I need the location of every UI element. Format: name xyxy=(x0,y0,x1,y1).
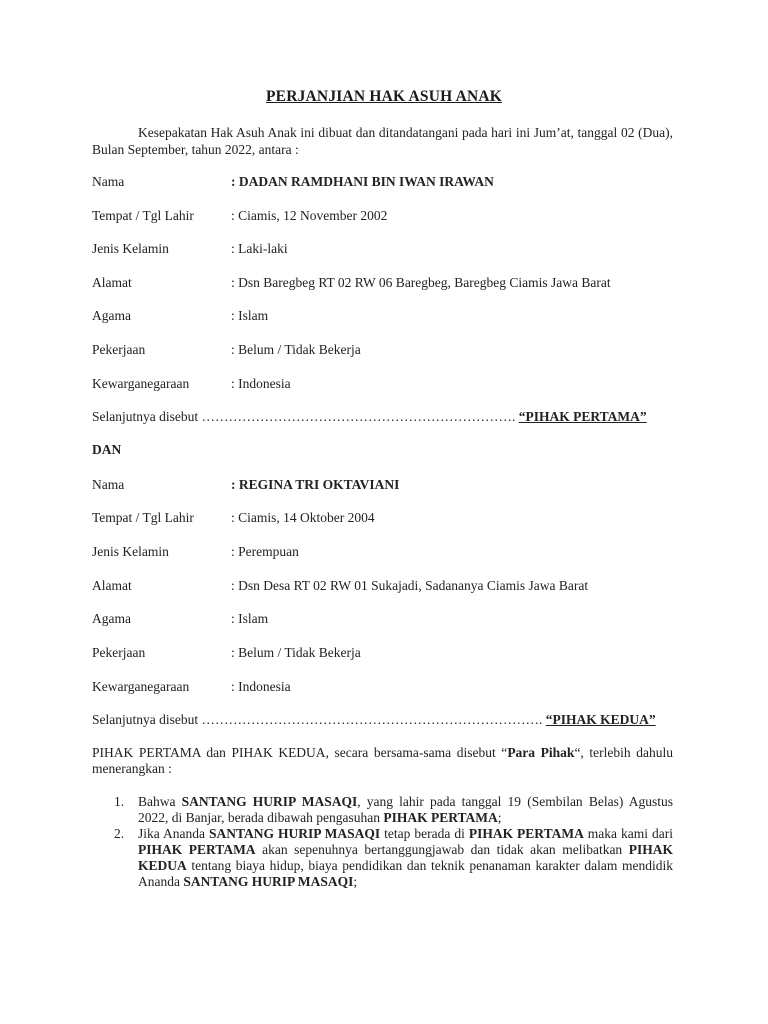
list-bold: SANTANG HURIP MASAQI xyxy=(183,874,354,889)
party1-alamat-row xyxy=(92,274,692,292)
party1-jk-label: Jenis Kelamin xyxy=(92,241,169,256)
party1-ttl-value: : Ciamis, 12 November 2002 xyxy=(231,208,388,223)
party1-nama-row xyxy=(92,173,692,191)
list-text: ; xyxy=(353,874,358,889)
party2-ttl-label: Tempat / Tgl Lahir xyxy=(92,510,194,525)
party1-agama-row xyxy=(92,307,692,325)
party2-ttl-value: : Ciamis, 14 Oktober 2004 xyxy=(231,510,375,525)
party2-pekerjaan-label: Pekerjaan xyxy=(92,645,146,660)
party2-alamat-label: Alamat xyxy=(92,578,132,593)
party2-jk-row xyxy=(92,543,692,561)
party1-ttl-row xyxy=(92,207,692,225)
list-item-number: 2. xyxy=(114,826,125,841)
list-item xyxy=(92,826,673,890)
party2-jk-value: : Perempuan xyxy=(231,544,299,559)
list-text: , yang lahir pada tanggal 19 (Sembilan Belas) Agustus 2022, di Banjar, berada dibawah pengasuhan xyxy=(138,794,673,825)
party2-alamat-row xyxy=(92,577,692,595)
party1-warga-label: Kewarganegaraan xyxy=(92,376,190,391)
list-bold: SANTANG HURIP MASAQI xyxy=(181,794,358,809)
list-text: Jika Ananda xyxy=(138,826,209,841)
party1-jk-row xyxy=(92,240,692,258)
party1-alamat-value: : Dsn Baregbeg RT 02 RW 06 Baregbeg, Baregbeg Ciamis Jawa Barat xyxy=(231,275,611,290)
party2-pekerjaan-value: : Belum / Tidak Bekerja xyxy=(231,645,361,660)
list-bold: PIHAK PERTAMA xyxy=(468,826,584,841)
party1-selanjutnya-text: Selanjutnya disebut xyxy=(92,409,199,424)
intro-paragraph: Kesepakatan Hak Asuh Anak ini dibuat dan ditandatangani pada hari ini Jum’at, tanggal 02 (Dua), Bulan September, tahun 2022, antara : xyxy=(92,125,673,157)
list-text: tetap berada di xyxy=(380,826,469,841)
party1-pekerjaan-label: Pekerjaan xyxy=(92,342,146,357)
list-bold: PIHAK KEDUA xyxy=(138,842,673,873)
party2-agama-row xyxy=(92,610,692,628)
party2-warga-label: Kewarganegaraan xyxy=(92,679,190,694)
party1-designation-line xyxy=(92,408,692,426)
list-item-number: 1. xyxy=(114,794,125,809)
party2-agama-label: Agama xyxy=(92,611,131,626)
para-pihak-bold: Para Pihak xyxy=(507,745,575,760)
party2-nama-label: Nama xyxy=(92,477,125,492)
party2-nama-row xyxy=(92,476,692,494)
party1-ttl-label: Tempat / Tgl Lahir xyxy=(92,208,194,223)
party1-nama-value: : DADAN RAMDHANI BIN IWAN IRAWAN xyxy=(231,174,494,189)
party2-agama-value: : Islam xyxy=(231,611,269,626)
list-text: Bahwa xyxy=(138,794,182,809)
party1-agama-label: Agama xyxy=(92,308,131,323)
party2-jk-label: Jenis Kelamin xyxy=(92,544,169,559)
party1-nama-label: Nama xyxy=(92,174,125,189)
party1-designation: “PIHAK PERTAMA” xyxy=(518,409,647,424)
para-pihak-text-b: “, terlebih dahulu menerangkan : xyxy=(92,745,674,776)
party1-pekerjaan-row xyxy=(92,341,692,359)
party1-alamat-label: Alamat xyxy=(92,275,132,290)
dan-separator: DAN xyxy=(92,442,122,457)
party2-alamat-value: : Dsn Desa RT 02 RW 01 Sukajadi, Sadananya Ciamis Jawa Barat xyxy=(231,578,589,593)
list-text: ; xyxy=(497,810,502,825)
party1-jk-value: : Laki-laki xyxy=(231,241,288,256)
party2-pekerjaan-row xyxy=(92,644,692,662)
list-text: akan sepenuhnya bertanggungjawab dan tidak akan melibatkan xyxy=(255,842,629,857)
party2-designation-line xyxy=(92,711,692,729)
party2-dots: …………………………………………………………………. xyxy=(201,712,543,727)
list-bold: SANTANG HURIP MASAQI xyxy=(208,826,381,841)
party2-ttl-row xyxy=(92,509,692,527)
party1-agama-value: : Islam xyxy=(231,308,269,323)
party1-warga-value: : Indonesia xyxy=(231,376,291,391)
party2-warga-row xyxy=(92,678,692,696)
party2-selanjutnya-text: Selanjutnya disebut xyxy=(92,712,199,727)
list-item xyxy=(92,794,673,826)
para-pihak-text-a: PIHAK PERTAMA dan PIHAK KEDUA, secara bersama-sama disebut “ xyxy=(92,745,508,760)
party1-warga-row xyxy=(92,375,692,393)
party1-dots: ……………………………………………………………. xyxy=(201,409,516,424)
list-bold: PIHAK PERTAMA xyxy=(383,810,498,825)
list-bold: PIHAK PERTAMA xyxy=(138,842,256,857)
document-title: PERJANJIAN HAK ASUH ANAK xyxy=(265,88,503,105)
list-text: tentang biaya hidup, biaya pendidikan dan teknik penanaman karakter dalam mendidik Ananda xyxy=(138,858,673,889)
party1-pekerjaan-value: : Belum / Tidak Bekerja xyxy=(231,342,361,357)
party2-nama-value: : REGINA TRI OKTAVIANI xyxy=(231,477,400,492)
terms-list xyxy=(92,794,673,890)
party2-warga-value: : Indonesia xyxy=(231,679,291,694)
party2-designation: “PIHAK KEDUA” xyxy=(545,712,656,727)
para-pihak-paragraph xyxy=(92,745,673,777)
list-text: maka kami dari xyxy=(583,826,673,841)
